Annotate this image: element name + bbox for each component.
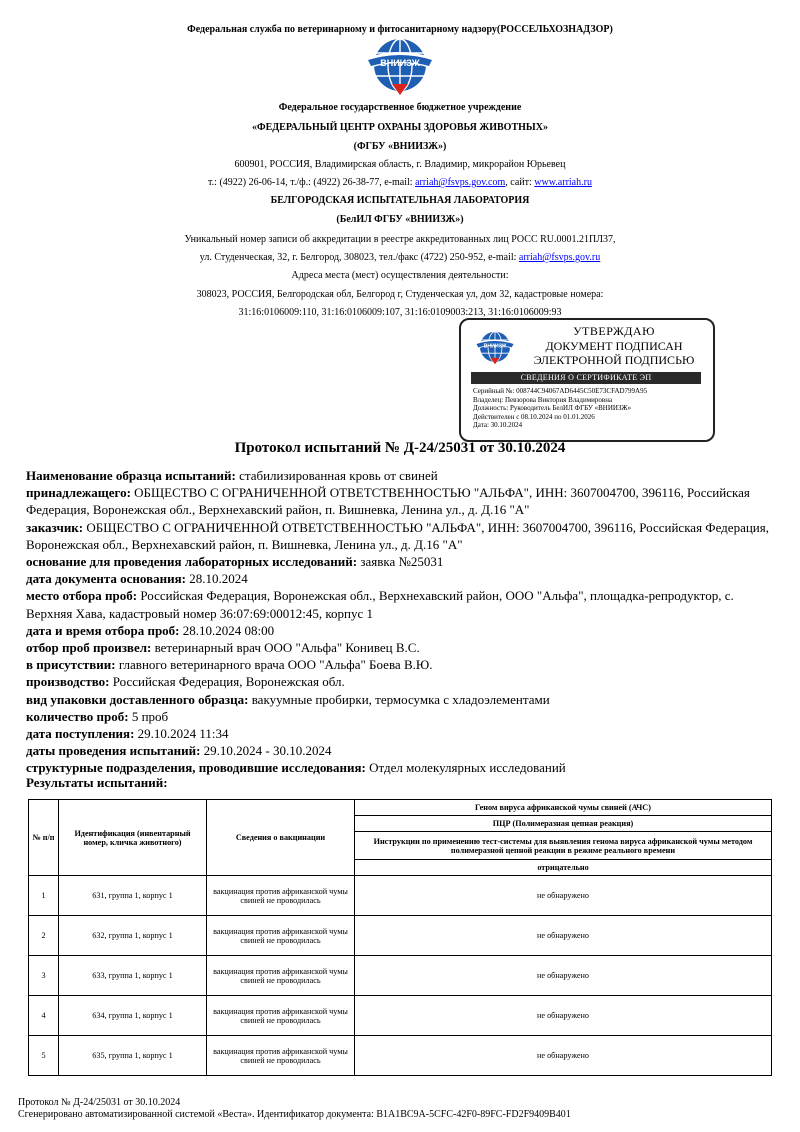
institution-short: (ФГБУ «ВНИИЗЖ») [353,141,447,152]
stamp-e-signature: ЭЛЕКТРОННОЙ ПОДПИСЬЮ [533,353,695,367]
table-row: 4 634, группа 1, корпус 1 вакцинация против африканской чумы свиней не проводилась не обнаружено [29,996,772,1036]
col-header-vacc: Сведения о вакцинации [207,800,355,876]
protocol-title: Протокол испытаний № Д-24/25031 от 30.10.2024 [234,440,566,456]
field-received: дата поступления: 29.10.2024 11:34 [26,726,229,742]
field-in-presence: в присутствии: главного ветеринарного врача ООО "Альфа" Боева В.Ю. [26,657,433,673]
stamp-signed: ДОКУМЕНТ ПОДПИСАН [545,339,683,353]
e-signature-stamp [459,318,715,442]
lab-short: (БелИЛ ФГБУ «ВНИИЗЖ») [336,214,464,225]
stamp-cert-info [473,387,709,430]
field-test-dates: даты проведения испытаний: 29.10.2024 - 30.10.2024 [26,743,332,759]
results-table [28,799,772,1076]
cadastral-numbers: 31:16:0106009:110, 31:16:0106009:107, 31:16:0109003:213, 31:16:0106009:93 [238,307,562,318]
field-sample-count: количество проб: 5 проб [26,708,169,724]
col-header-id: Идентификация (инвентарный номер, кличка животного) [59,800,207,876]
field-basis: основание для проведения лабораторных исследований: заявка №25031 [26,554,444,570]
agency-name: Федеральная служба по ветеринарному и фитосанитарному надзору(РОССЕЛЬХОЗНАДЗОР) [187,24,613,35]
field-packaging: вид упаковки доставленного образца: вакуумные пробирки, термосумка с хладоэлементами [26,691,550,707]
stamp-date: Дата: 30.10.2024 [473,421,523,430]
institution-name: «ФЕДЕРАЛЬНЫЙ ЦЕНТР ОХРАНЫ ЗДОРОВЬЯ ЖИВОТНЫХ» [252,122,548,133]
stamp-logo-icon [473,328,517,368]
table-row: 2 632, группа 1, корпус 1 вакцинация против африканской чумы свиней не проводилась не обнаружено [29,916,772,956]
table-row: 5 635, группа 1, корпус 1 вакцинация против африканской чумы свиней не проводилась не обнаружено [29,1036,772,1076]
stamp-position: Должность: Руководитель БелИЛ ФГБУ «ВНИИЗЖ» [473,404,632,413]
footer-generated: Сгенерировано автоматизированной системой «Веста». Идентификатор документа: B1A1BC9A-5CFC-42F0-89FC-FD2F9409B401 [18,1109,571,1120]
field-sampling-datetime: дата и время отбора проб: 28.10.2024 08:00 [26,622,275,638]
stamp-serial: Серийный №: 008744C94067AD6445C50E73CFAD799A95 [473,387,648,395]
col-header-instruction: Инструкции по применению тест-системы для выявления генома вируса африканской чумы методом полимеразной цепной реакции в режиме реального времени [355,832,772,860]
institution-address: 600901, РОССИЯ, Владимирская область, г. Владимир, микрорайон Юрьевец [234,159,566,170]
col-header-norm: отрицательно [355,860,772,876]
field-basis-date: дата документа основания: 28.10.2024 [26,571,248,587]
table-row: 1 631, группа 1, корпус 1 вакцинация против африканской чумы свиней не проводилась не обнаружено [29,876,772,916]
accreditation: Уникальный номер записи об аккредитации в реестре аккредитованных лиц РОСС RU.0001.21ПЛ37, [184,234,616,245]
field-customer: заказчик: ОБЩЕСТВО С ОГРАНИЧЕННОЙ ОТВЕТСТВЕННОСТЬЮ "АЛЬФА", ИНН: 3607004700, 396116, Российская Федерация, Воронежская обл., Верхнехавский район, п. Вишневка, Ленина ул., д. Д.16 "А" [26,519,769,552]
field-production: производство: Российская Федерация, Воронежская обл. [26,674,345,690]
table-row: 3 633, группа 1, корпус 1 вакцинация против африканской чумы свиней не проводилась не обнаружено [29,956,772,996]
field-sampled-by: отбор проб произвел: ветеринарный врач ООО "Альфа" Конивец В.С. [26,640,420,656]
logo-text: ВНИИЗЖ [380,58,420,68]
lab-name: БЕЛГОРОДСКАЯ ИСПЫТАТЕЛЬНАЯ ЛАБОРАТОРИЯ [270,195,530,206]
col-header-num: № п/п [29,800,59,876]
institution-type: Федеральное государственное бюджетное учреждение [278,102,522,113]
results-label: Результаты испытаний: [26,775,168,790]
email-link[interactable]: arriah@fsvps.gov.com [415,177,506,188]
col-header-asf-genome: Геном вируса африканской чумы свиней (АЧС) [355,800,772,816]
field-departments: структурные подразделения, проводившие исследования: Отдел молекулярных исследований [26,760,566,776]
stamp-cert-bar: СВЕДЕНИЯ О СЕРТИФИКАТЕ ЭП [471,372,701,384]
institution-contacts: т.: (4922) 26-06-14, т./ф.: (4922) 26-38-77, e-mail: arriah@fsvps.gov.com, сайт: www.arriah.ru [208,177,592,188]
field-owner: принадлежащего: ОБЩЕСТВО С ОГРАНИЧЕННОЙ ОТВЕТСТВЕННОСТЬЮ "АЛЬФА", ИНН: 3607004700, 396116, Российская Федерация, Воронежская обл., Верхнехавский район, п. Вишневка, Ленина ул., д. Д.16 "А" [26,485,750,518]
footer-protocol: Протокол № Д-24/25031 от 30.10.2024 [18,1097,181,1108]
site-link[interactable]: www.arriah.ru [534,177,592,188]
stamp-approve: УТВЕРЖДАЮ [573,324,655,338]
vniizzh-logo-icon [362,38,438,96]
svg-text:ВНИИЗЖ: ВНИИЗЖ [483,343,507,350]
sample-fields [26,467,776,777]
activity-places-label: Адреса места (мест) осуществления деятельности: [291,270,509,281]
col-header-pcr: ПЦР (Полимеразная цепная реакция) [355,816,772,832]
field-sample-name: Наименование образца испытаний: стабилизированная кровь от свиней [26,468,438,483]
stamp-owner: Владелец: Певзорова Виктория Владимировна [473,395,613,404]
lab-address: ул. Студенческая, 32, г. Белгород, 308023, тел./факс (4722) 250-952, e-mail: arriah@fsvps.gov.ru [199,252,601,263]
lab-email-link[interactable]: arriah@fsvps.gov.ru [518,252,601,263]
field-sampling-place: место отбора проб: Российская Федерация, Воронежская обл., Верхнехавский район, ООО "Альфа", площадка-репродуктор, с. Верхняя Хава, кадастровый номер 36:07:69:00012:45, корпус 1 [26,588,734,621]
activity-address: 308023, РОССИЯ, Белгородская обл, Белгород г, Студенческая ул, дом 32, кадастровые номера: [196,289,604,300]
stamp-valid: Действителен с 08.10.2024 по 01.01.2026 [473,412,595,421]
